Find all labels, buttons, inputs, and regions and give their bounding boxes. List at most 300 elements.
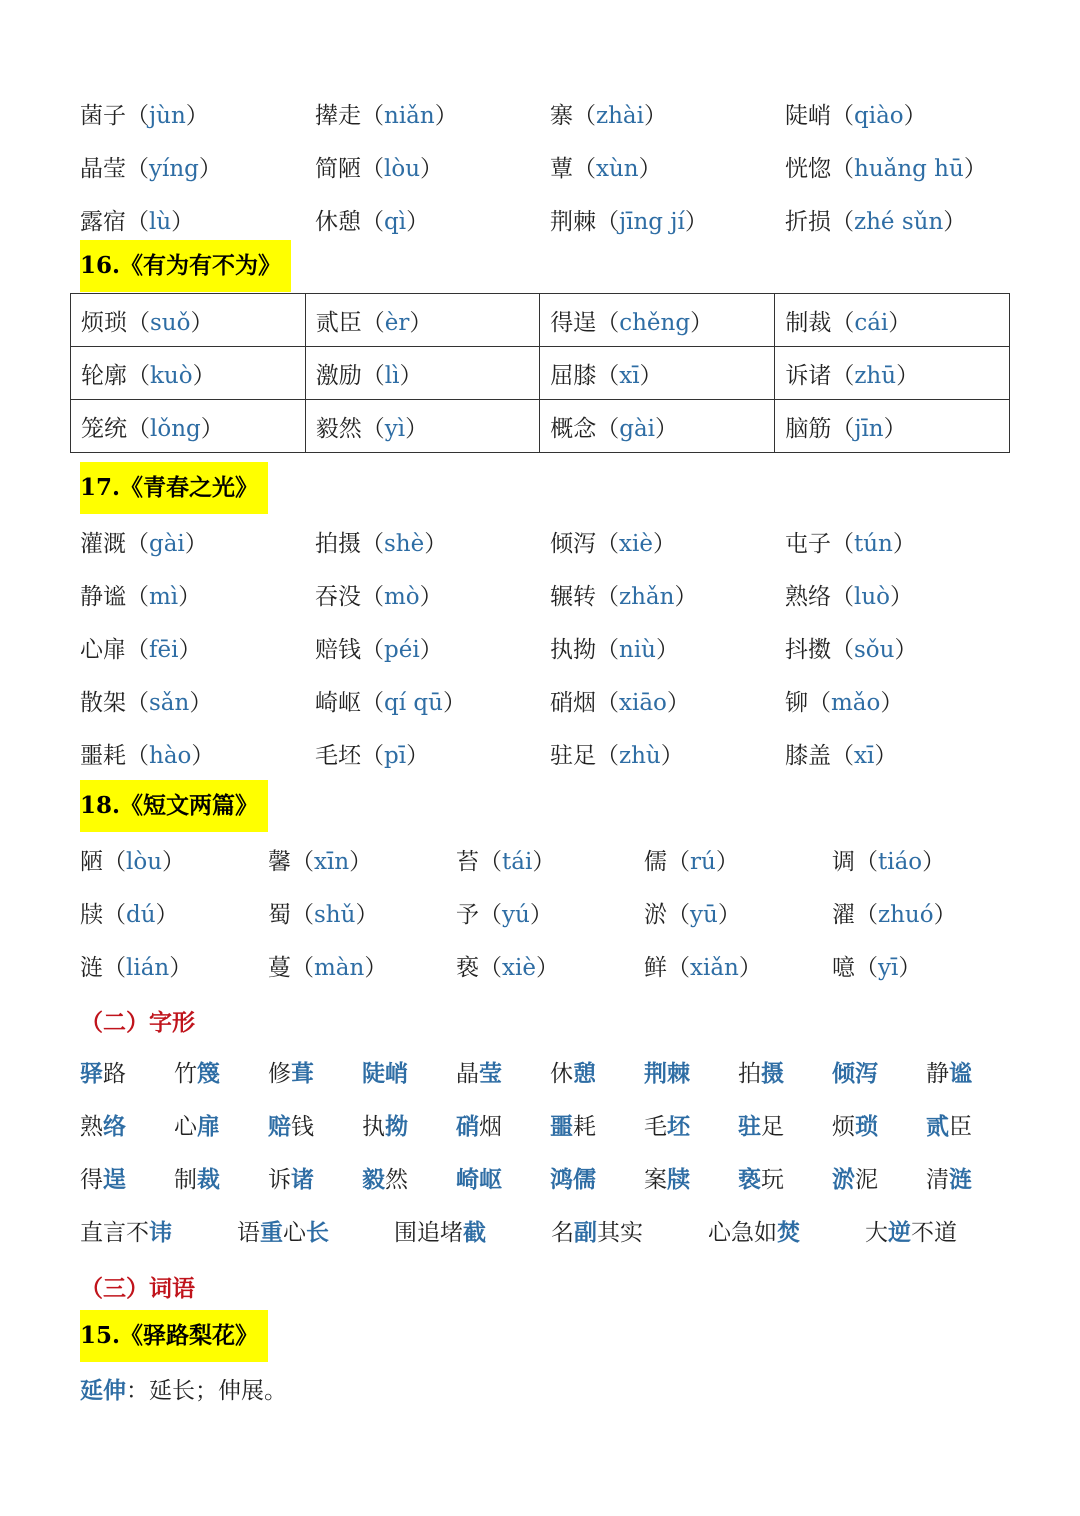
zixing-char: 篾 [197,1060,220,1087]
pinyin-item [644,896,832,929]
pinyin: xīn [314,849,350,875]
zixing-char: 烦 [832,1114,855,1140]
paren-open: （ [361,415,385,442]
pinyin: qiào [854,103,904,129]
idiom-part: 语 [237,1220,260,1246]
paren-open: （ [127,415,150,442]
paren-close: ） [419,637,443,663]
paren-close: ） [349,849,373,875]
idiom-part: 截 [463,1219,486,1246]
word: 驻足 [550,743,596,769]
zixing-char: 臣 [949,1114,972,1140]
idiom-part: 讳 [149,1219,172,1246]
pinyin: jīn [854,415,884,442]
idiom-part: 不道 [911,1220,957,1246]
pinyin-item [785,578,1020,611]
word: 休憩 [315,209,361,235]
pinyin: luò [854,584,891,610]
paren-close: ） [896,362,920,389]
zixing-char: 噩 [550,1113,573,1140]
table-cell [540,294,775,347]
idiom-part: 长 [306,1219,329,1246]
table-cell [540,347,775,400]
paren-close: ） [690,309,714,336]
pinyin-item [785,525,1020,558]
paren-close: ） [434,103,458,129]
zixing-word [456,1161,550,1194]
paren-close: ） [406,743,430,769]
pinyin: huǎng hū [854,156,964,182]
pinyin-item [550,150,785,183]
pinyin: lián [126,955,170,981]
zixing-word [80,1161,174,1194]
zixing-char: 倾泻 [832,1060,878,1087]
zixing-word [268,1108,362,1141]
zixing-word [174,1055,268,1088]
paren-open: （ [126,103,149,129]
sec17-pinyin-list [80,515,1010,780]
zixing-char: 赔 [268,1113,291,1140]
zixing-char: 执 [362,1114,385,1140]
pinyin: dú [126,902,156,928]
paren-open: （ [361,309,385,336]
paren-open: （ [291,902,314,928]
paren-close: ） [198,156,222,182]
idiom-part: 逆 [888,1219,911,1246]
paren-close: ） [191,743,215,769]
paren-close: ） [639,362,663,389]
paren-close: ） [655,637,679,663]
paren-close: ） [903,103,927,129]
pinyin: xī [854,743,875,769]
paren-open: （ [596,415,620,442]
zixing-char: 玩 [761,1167,784,1193]
pinyin-item [80,949,268,982]
paren-open: （ [126,156,149,182]
pinyin-item [315,684,550,717]
word: 烦琐 [81,309,127,336]
zixing-word [832,1161,926,1194]
pinyin: jùn [149,103,186,129]
idiom-part: 大 [865,1220,888,1246]
paren-close: ） [883,415,907,442]
zixing-char: 裁 [197,1166,220,1193]
pinyin: fēi [149,637,179,663]
paren-close: ） [880,690,904,716]
zixing-char: 晶 [456,1061,479,1087]
word: 陋 [80,849,103,875]
zixing-word [456,1055,550,1088]
paren-open: （ [808,690,831,716]
paren-open: （ [361,531,384,557]
pinyin: rú [690,849,716,875]
pinyin-row [80,939,1010,992]
paren-open: （ [103,955,126,981]
pinyin: xiǎn [690,955,739,981]
subhead-ciyu: （三）词语 [80,1275,195,1302]
paren-open: （ [855,849,878,875]
word: 蔓 [268,955,291,981]
zixing-word [268,1161,362,1194]
zixing-char: 贰 [926,1113,949,1140]
pinyin-item [80,737,315,770]
zixing-word [644,1108,738,1141]
paren-open: （ [596,209,619,235]
idiom-part: 围追堵 [394,1220,463,1246]
pinyin-item [80,684,315,717]
word: 噫 [832,955,855,981]
sec16-pinyin-table [70,293,1010,453]
word: 笼统 [81,415,127,442]
pinyin-item [80,97,315,130]
paren-open: （ [831,415,855,442]
idiom-part: 心 [283,1220,306,1246]
word: 毛坯 [315,743,361,769]
paren-close: ） [178,637,202,663]
paren-close: ） [419,584,443,610]
word: 心扉 [80,637,126,663]
pinyin-item [644,949,832,982]
zixing-char: 摄 [761,1060,784,1087]
pinyin-item [550,684,785,717]
table-row [71,294,1010,347]
paren-close: ） [184,531,208,557]
pinyin-item [315,525,550,558]
paren-close: ） [738,955,762,981]
paren-open: （ [126,637,149,663]
paren-close: ） [888,309,912,336]
word: 屯子 [785,531,831,557]
idiom-part: 焚 [777,1219,800,1246]
word: 菌子 [80,103,126,129]
word: 陡峭 [785,103,831,129]
zixing-word [926,1108,1020,1141]
paren-close: ） [943,209,967,235]
pinyin: yíng [149,156,199,182]
word: 轮廓 [81,362,127,389]
zixing-char: 淤 [832,1166,855,1193]
pinyin: chěng [619,309,691,336]
paren-close: ） [399,362,423,389]
paren-close: ） [644,103,667,129]
paren-open: （ [573,156,596,182]
word: 恍惚 [785,156,831,182]
pinyin: niǎn [384,103,435,129]
pinyin: sǒu [854,637,895,663]
paren-open: （ [596,362,620,389]
pinyin-item [315,631,550,664]
word: 蜀 [268,902,291,928]
paren-close: ） [420,156,444,182]
table-cell [540,400,775,453]
word: 晶莹 [80,156,126,182]
zixing-word [362,1055,456,1088]
paren-open: （ [126,743,149,769]
zixing-char: 然 [385,1167,408,1193]
zixing-char: 路 [103,1061,126,1087]
pinyin-item [550,203,785,236]
zixing-char: 驻 [738,1113,761,1140]
pinyin-item [315,97,550,130]
paren-close: ） [532,849,556,875]
word: 倾泻 [550,531,596,557]
pinyin: tái [502,849,533,875]
paren-close: ） [171,209,195,235]
idiom-part: 心急如 [708,1220,777,1246]
pinyin-item [785,150,1020,183]
pinyin: lòu [384,156,421,182]
paren-close: ） [535,955,559,981]
paren-open: （ [126,209,149,235]
pinyin: yì [384,415,406,442]
word: 屈膝 [550,362,597,389]
pinyin: mì [149,584,179,610]
paren-open: （ [855,902,878,928]
pinyin-row [80,193,1010,246]
zixing-char: 陡峭 [362,1060,408,1087]
paren-close: ） [655,415,679,442]
pinyin-item [80,578,315,611]
paren-close: ） [638,156,662,182]
pinyin-item [832,896,1020,929]
pinyin-item [785,737,1020,770]
zixing-char: 得 [80,1167,103,1193]
paren-close: ） [189,690,213,716]
zixing-char: 案 [644,1167,667,1193]
paren-open: （ [596,690,619,716]
zixing-word [644,1161,738,1194]
zixing-word [80,1108,174,1141]
paren-close: ） [169,955,193,981]
pinyin: lì [384,362,400,389]
zixing-word [550,1108,644,1141]
paren-open: （ [831,209,854,235]
word: 辗转 [550,584,596,610]
pinyin-item [832,843,1020,876]
pinyin-row [80,515,1010,568]
paren-close: ） [155,902,179,928]
idiom-item [865,1214,1022,1247]
pinyin-item [268,949,456,982]
word: 苔 [456,849,479,875]
zixing-char: 制 [174,1167,197,1193]
pinyin-row [80,886,1010,939]
word: 赔钱 [315,637,361,663]
pinyin: niù [619,637,656,663]
paren-open: （ [596,743,619,769]
word: 毅然 [315,415,362,442]
pinyin: suǒ [150,309,191,336]
zixing-char: 诉 [268,1167,291,1193]
paren-close: ） [200,415,224,442]
heading-16: 16.《有为有不为》 [80,240,291,292]
pinyin-item [80,525,315,558]
pinyin: xiè [619,531,653,557]
pinyin: yú [502,902,530,928]
pinyin: sǎn [149,690,190,716]
word: 淤 [644,902,667,928]
paren-close: ） [894,637,918,663]
paren-close: ） [666,690,690,716]
pinyin-row [80,568,1010,621]
paren-open: （ [361,637,384,663]
word: 执拗 [550,637,596,663]
idiom-row [80,1204,1010,1257]
zixing-word [738,1055,832,1088]
paren-open: （ [479,902,502,928]
word: 熟络 [785,584,831,610]
zixing-char: 荆棘 [644,1060,690,1087]
idiom-item [394,1214,551,1247]
word: 涟 [80,955,103,981]
word: 馨 [268,849,291,875]
zixing-char: 烟 [479,1114,502,1140]
paren-close: ） [874,743,898,769]
pinyin: shǔ [314,902,356,928]
subhead-zixing: （二）字形 [80,1009,195,1036]
idiom-item [237,1214,394,1247]
paren-open: （ [291,849,314,875]
idiom-item [708,1214,865,1247]
paren-open: （ [596,531,619,557]
paren-close: ） [963,156,987,182]
zixing-word [832,1108,926,1141]
table-cell [775,294,1010,347]
term-definition [80,1364,287,1417]
idiom-part: 名 [551,1220,574,1246]
word: 硝烟 [550,690,596,716]
term-word: 延伸 [80,1377,126,1404]
word: 亵 [456,955,479,981]
zixing-row [80,1151,1010,1204]
pinyin-item [832,949,1020,982]
paren-open: （ [127,309,150,336]
paren-open: （ [573,103,596,129]
pinyin-item [456,896,644,929]
paren-open: （ [361,156,384,182]
idiom-part: 其实 [597,1220,643,1246]
word: 儒 [644,849,667,875]
zixing-char: 毅 [362,1166,385,1193]
paren-open: （ [126,690,149,716]
word: 调 [832,849,855,875]
zixing-word [456,1108,550,1141]
table-row [71,400,1010,453]
word: 简陋 [315,156,361,182]
word: 蕈 [550,156,573,182]
zixing-list [80,1045,1010,1204]
zixing-word [550,1161,644,1194]
pinyin-item [80,843,268,876]
pinyin-item [785,631,1020,664]
paren-close: ） [442,690,466,716]
pinyin: mǎo [831,690,881,716]
paren-close: ） [409,309,433,336]
pinyin-item [80,203,315,236]
paren-open: （ [291,955,314,981]
zixing-char: 葺 [291,1060,314,1087]
word: 概念 [550,415,597,442]
term-colon: ： [126,1378,149,1404]
pinyin-item [315,203,550,236]
paren-open: （ [831,637,854,663]
paren-close: ） [364,955,388,981]
pinyin: lù [149,209,172,235]
table-cell [71,400,306,453]
pinyin-row [80,621,1010,674]
paren-open: （ [361,584,384,610]
paren-open: （ [831,531,854,557]
paren-open: （ [103,902,126,928]
paren-close: ） [922,849,946,875]
heading-15: 15.《驿路梨花》 [80,1310,268,1362]
pinyin: zhù [619,743,661,769]
pinyin-item [550,97,785,130]
zixing-word [738,1161,832,1194]
zixing-char: 修 [268,1061,291,1087]
table-cell [71,294,306,347]
pinyin: xī [619,362,640,389]
word: 抖擞 [785,637,831,663]
word: 灌溉 [80,531,126,557]
pinyin-item [785,203,1020,236]
zixing-word [362,1108,456,1141]
idiom-part: 重 [260,1219,283,1246]
paren-close: ） [529,902,553,928]
table-cell [305,347,539,400]
word: 拍摄 [315,531,361,557]
paren-open: （ [831,309,855,336]
zixing-word [268,1055,362,1088]
paren-open: （ [479,849,502,875]
zixing-word [550,1055,644,1088]
pinyin-item [315,737,550,770]
table-cell [71,347,306,400]
pinyin: xiè [502,955,536,981]
pinyin: hào [149,743,192,769]
heading-17: 17.《青春之光》 [80,462,268,514]
paren-open: （ [103,849,126,875]
word: 脑筋 [785,415,832,442]
paren-close: ） [185,103,209,129]
pinyin: zhū [854,362,897,389]
paren-close: ） [717,902,741,928]
zixing-char: 涟 [949,1166,972,1193]
pinyin-item [315,578,550,611]
pinyin-row [80,674,1010,727]
paren-open: （ [127,362,150,389]
table-cell [305,294,539,347]
zixing-char: 休 [550,1061,573,1087]
word: 露宿 [80,209,126,235]
pinyin-item [550,578,785,611]
paren-open: （ [831,103,854,129]
paren-close: ） [162,849,186,875]
paren-open: （ [479,955,502,981]
zixing-word [644,1055,738,1088]
paren-open: （ [361,362,385,389]
paren-open: （ [361,103,384,129]
pinyin: lǒng [150,415,201,442]
zixing-row [80,1045,1010,1098]
pinyin: gài [149,531,185,557]
word: 予 [456,902,479,928]
paren-open: （ [361,690,384,716]
zixing-char: 泥 [855,1167,878,1193]
paren-open: （ [596,637,619,663]
paren-close: ） [684,209,708,235]
table-row [71,347,1010,400]
